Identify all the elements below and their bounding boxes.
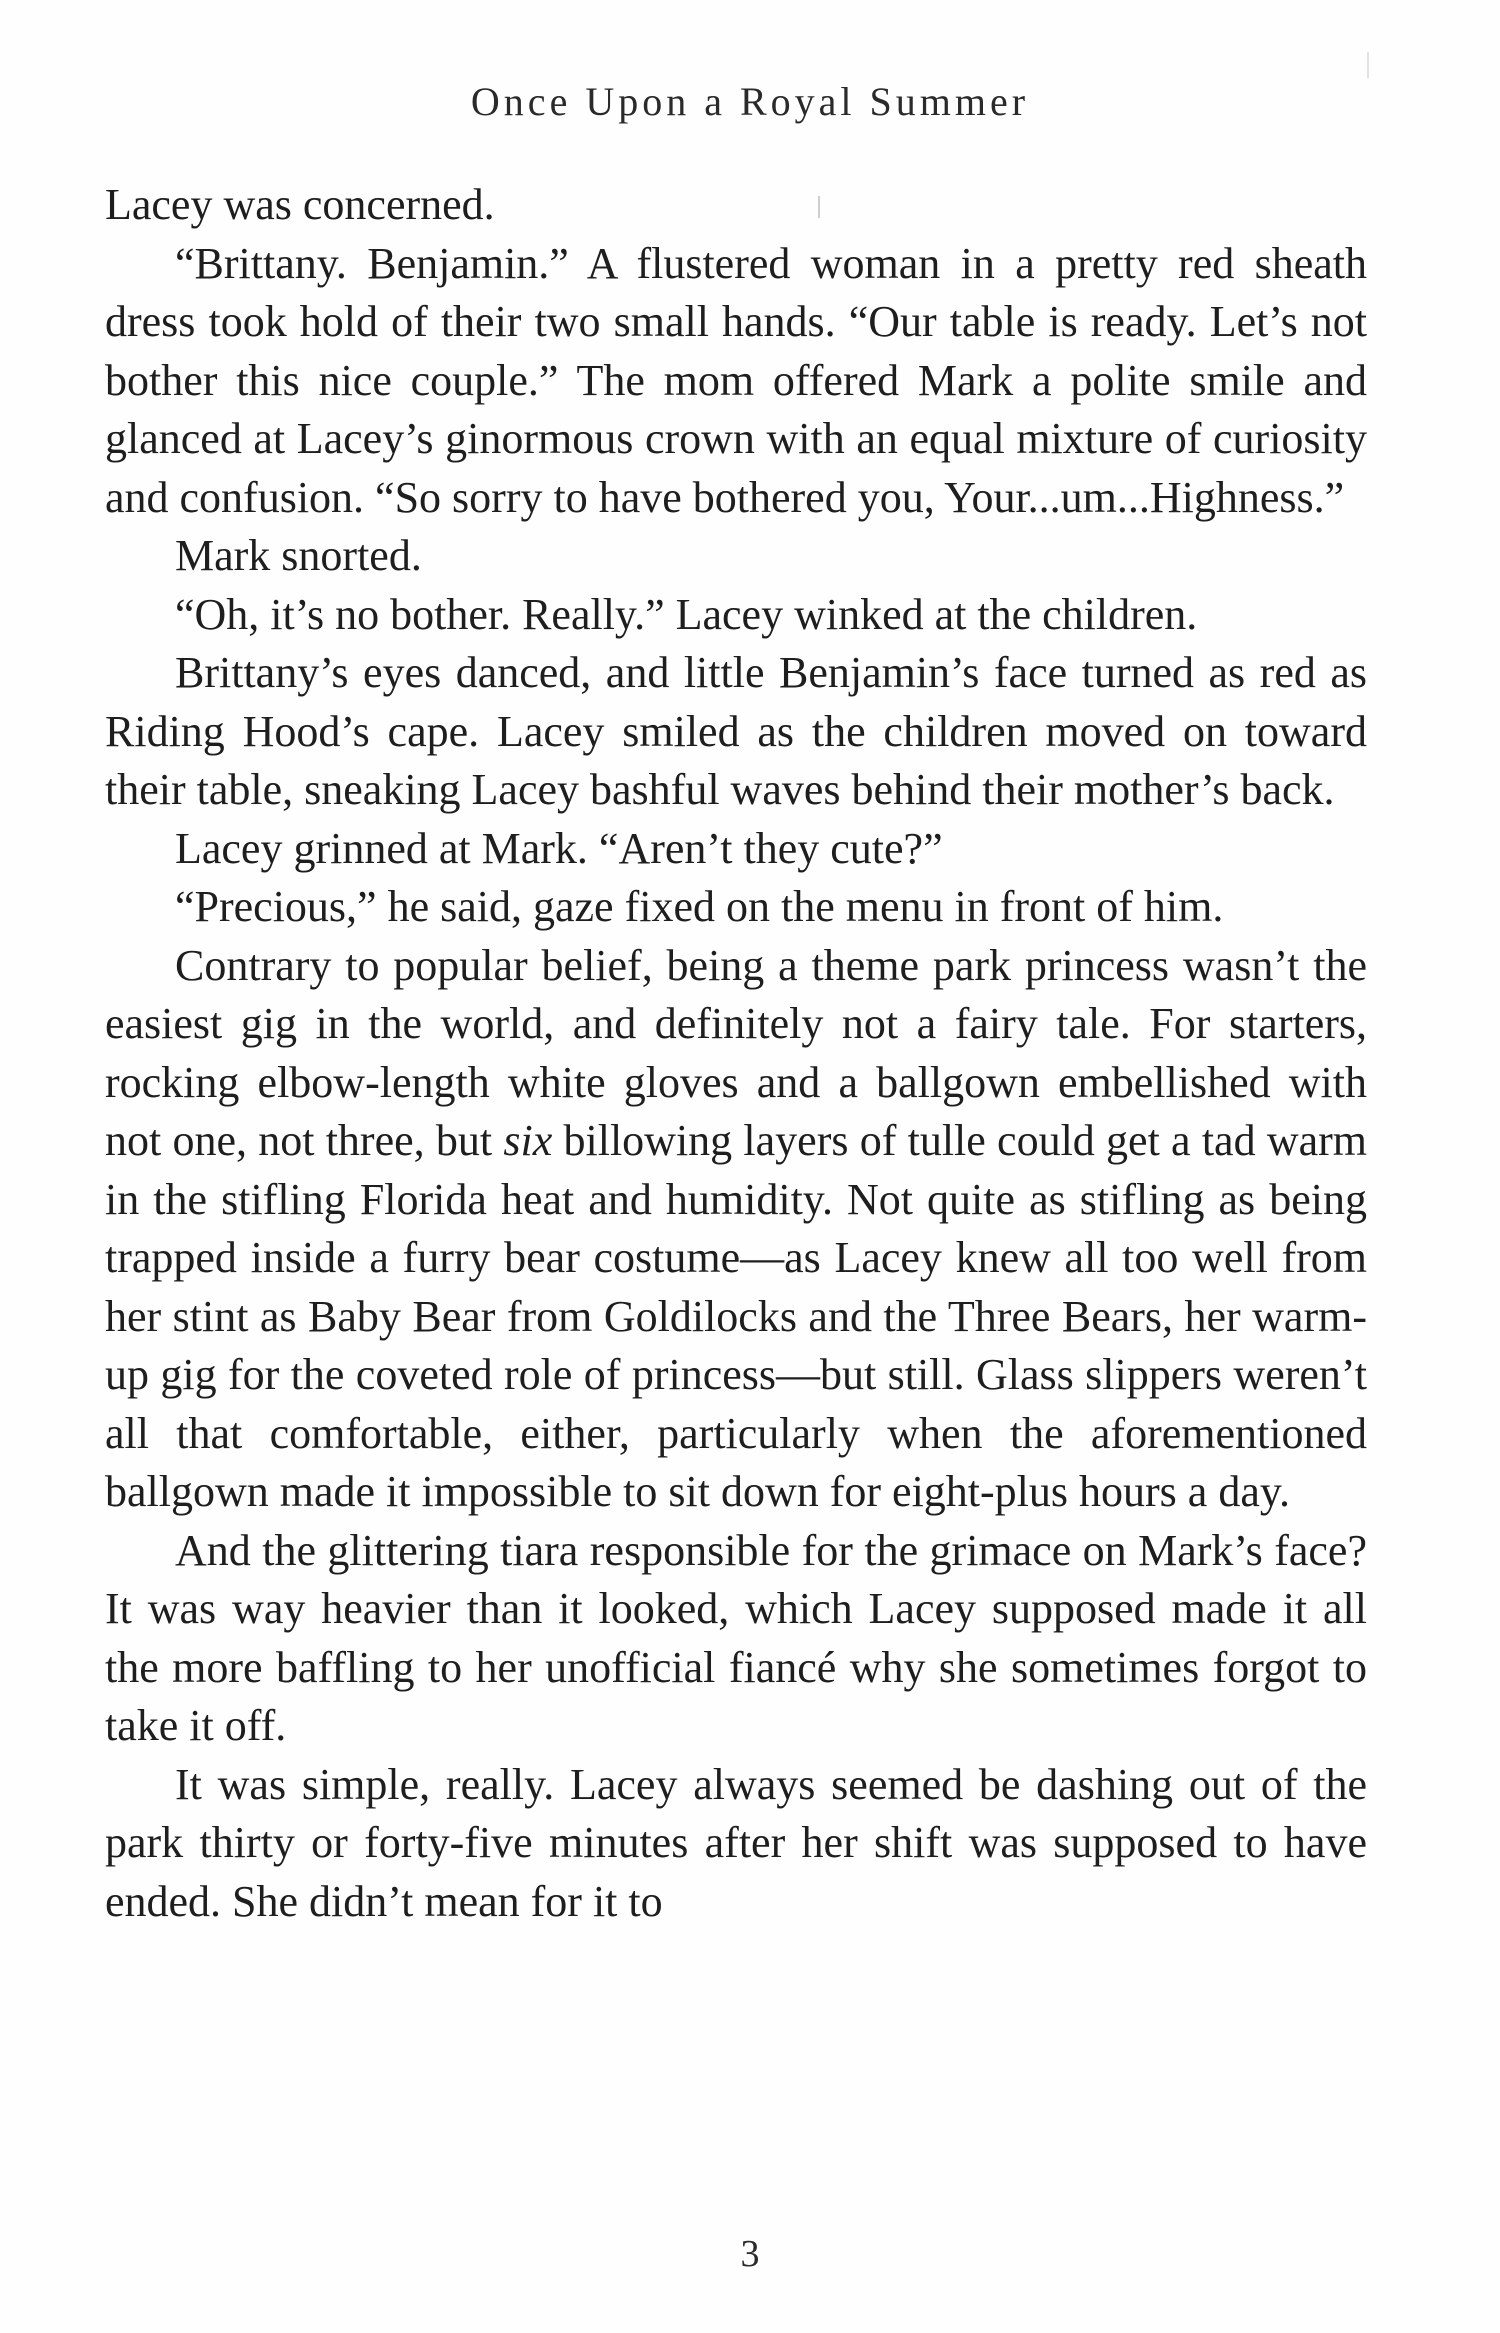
paragraph-8-text-before: Contrary to popular belief, being a theme park princess wasn’t the easiest gig in the world, and definitely not a fairy tale. For starters, rocking elbow-length white gloves and a ballgown embellished with not one, not three, but [105,940,1367,1165]
paragraph-8-text-after: billowing layers of tulle could get a tad warm in the stifling Florida heat and humidity. Not quite as stifling as being trapped inside a furry bear costume—as Lacey knew all too well from her stint as Baby Bear from Goldilocks and the Three Bears, her warm-up gig for the coveted role of princess—but still. Glass slippers weren’t all that comfortable, either, particularly when the aforementioned ballgown made it impossible to sit down for eight-plus hours a day. [105,1116,1368,1516]
paragraph-2: “Brittany. Benjamin.” A flustered woman in a pretty red sheath dress took hold of their two small hands. “Our table is ready. Let’s not bother this nice couple.” The mom offered Mark a polite smile and glanced at Lacey’s ginormous crown with an equal mixture of curiosity and confusion. “So sorry to have bothered you, Your...um...Highness.” [105,238,1367,522]
paragraph-9: And the glittering tiara responsible for the grimace on Mark’s face? It was way heavier than it looked, which Lacey supposed made it all the more baffling to her unofficial fiancé why she sometimes forgot to take it off. [105,1525,1367,1750]
running-head: Once Upon a Royal Summer [470,79,1030,124]
scan-speck [818,196,820,218]
paragraph-6: Lacey grinned at Mark. “Aren’t they cute?” [175,823,943,873]
scan-speck [1367,52,1369,78]
paragraph-10: It was simple, really. Lacey always seemed be dashing out of the park thirty or forty-five minutes after her shift was supposed to have ended. She didn’t mean for it to [105,1759,1367,1926]
paragraph-1: Lacey was concerned. [105,180,495,229]
paragraph-5: Brittany’s eyes danced, and little Benjamin’s face turned as red as Riding Hood’s cape. Lacey smiled as the children moved on toward their table, sneaking Lacey bashful waves behind their mother’s back. [105,648,1367,814]
paragraph-7: “Precious,” he said, gaze fixed on the menu in front of him. [175,882,1224,931]
page-number: 3 [740,2233,760,2275]
paragraph-4: “Oh, it’s no bother. Really.” Lacey winked at the children. [175,589,1198,639]
body-text [105,176,1367,1931]
paragraph-8-italic-word: six [503,1116,553,1165]
paragraph-3: Mark snorted. [175,531,422,580]
paragraph-8 [105,937,1367,1522]
